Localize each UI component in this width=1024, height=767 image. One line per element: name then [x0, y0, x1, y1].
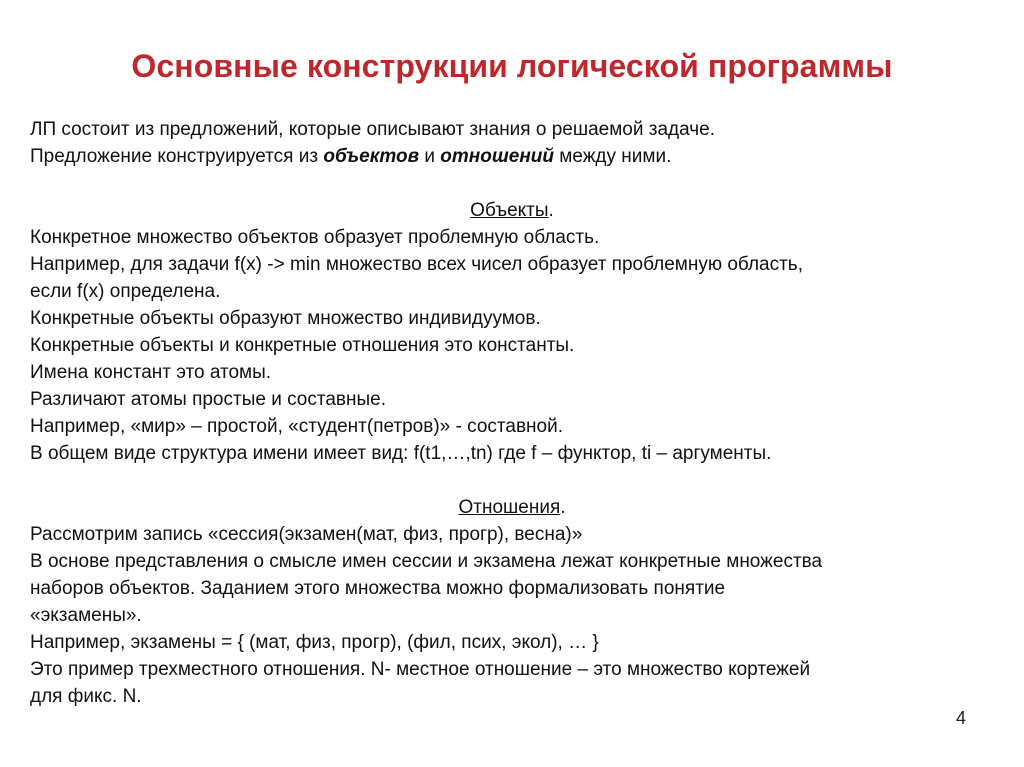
objects-line: Например, для задачи f(x) -> min множество всех чисел образует проблемную область, — [30, 254, 803, 275]
objects-line: Имена констант это атомы. — [30, 362, 272, 383]
term-objects: объектов — [323, 146, 420, 167]
objects-line: Конкретные объекты образуют множество индивидуумов. — [30, 308, 541, 329]
relations-line: «экзамены». — [30, 605, 142, 626]
relations-heading-punct: . — [560, 497, 566, 518]
objects-line: если f(x) определена. — [30, 281, 221, 302]
relations-line: В основе представления о смысле имен сессии и экзамена лежат конкретные множества — [30, 551, 823, 572]
slide-title: Основные конструкции логической программы — [131, 48, 893, 84]
objects-line: Различают атомы простые и составные. — [30, 389, 387, 410]
intro-line-2-pre: Предложение конструируется из — [30, 146, 324, 167]
relations-line: для фикс. N. — [30, 686, 142, 707]
slide-body — [30, 116, 994, 710]
relations-line: наборов объектов. Заданием этого множества можно формализовать понятие — [30, 578, 726, 599]
relations-heading-text: Отношения — [458, 497, 561, 518]
objects-line: Конкретное множество объектов образует проблемную область. — [30, 227, 600, 248]
relations-line: Рассмотрим запись «сессия(экзамен(мат, физ, прогр), весна)» — [30, 524, 583, 545]
term-relations: отношений — [440, 146, 555, 167]
objects-line: Конкретные объекты и конкретные отношения это константы. — [30, 335, 575, 356]
page-number: 4 — [955, 708, 966, 728]
relations-line: Например, экзамены = { (мат, физ, прогр), (фил, псих, экол), … } — [30, 632, 599, 653]
objects-line: В общем виде структура имени имеет вид: f(t1,…,tn) где f – функтор, ti – аргументы. — [30, 443, 772, 464]
relations-heading — [30, 494, 994, 521]
spacer — [30, 467, 994, 494]
objects-heading-text: Объекты — [470, 200, 549, 221]
objects-heading — [30, 197, 994, 224]
objects-line: Например, «мир» – простой, «студент(петров)» - составной. — [30, 416, 564, 437]
intro-line-1: ЛП состоит из предложений, которые описывают знания о решаемой задаче. — [30, 119, 716, 140]
relations-line: Это пример трехместного отношения. N- местное отношение – это множество кортежей — [30, 659, 811, 680]
spacer — [30, 170, 994, 197]
intro-line-2-mid: и — [419, 146, 441, 167]
objects-heading-punct: . — [548, 200, 554, 221]
intro-line-2-post: между ними. — [554, 146, 672, 167]
intro-line-2 — [30, 143, 994, 170]
